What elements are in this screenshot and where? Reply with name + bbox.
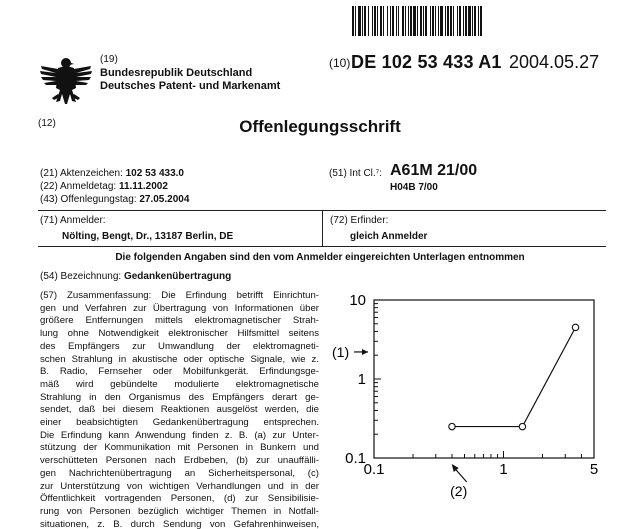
annotation-arrowhead-1 xyxy=(362,349,368,355)
abstract-line: zur Unterstützung von wichtigen Verhandlungen und in der xyxy=(40,480,319,492)
abstract-line: Die Erfindung kann Anwendung finden z. B. (a) zur Unter- xyxy=(40,429,319,441)
document-type-title: Offenlegungsschrift xyxy=(239,117,401,136)
inid-code-10: (10) xyxy=(329,56,351,70)
abstract-line: stützung der Kommunikation mit Personen in Bunkern und xyxy=(40,442,319,454)
abstract-line: sendet, daß bei diesem Reaktionen ausgelöst werden, die xyxy=(40,404,319,416)
file-reference-value: 102 53 433.0 xyxy=(125,168,184,179)
office-name-line1: Bundesrepublik Deutschland xyxy=(100,67,253,79)
file-reference xyxy=(40,167,184,180)
file-reference-label: (21) Aktenzeichen: xyxy=(40,168,123,179)
designation xyxy=(40,270,231,283)
publication-date-value: 27.05.2004 xyxy=(139,194,190,205)
y-tick-label: 0.1 xyxy=(345,450,366,467)
filing-date xyxy=(40,180,168,193)
filing-date-value: 11.11.2002 xyxy=(118,181,168,192)
plot-frame xyxy=(374,300,594,458)
designation-label: (54) Bezeichnung: xyxy=(40,271,122,282)
annotation-label-1: (1) xyxy=(332,343,350,360)
abstract-line: schen Strahlung in akustische oder optische Signale, wie z. xyxy=(40,353,319,365)
divider-line xyxy=(322,210,323,246)
abstract xyxy=(40,290,319,529)
data-point xyxy=(449,423,455,429)
data-point xyxy=(572,324,578,330)
abstract-line: größere Entfernungen mittels elektromagnetischer Strah- xyxy=(40,315,319,327)
designation-value: Gedankenübertragung xyxy=(123,271,232,282)
federal-eagle-icon xyxy=(38,54,94,112)
abstract-line: lung ohne Notwendigkeit elektronischer Hilfsmittel seitens xyxy=(40,328,319,340)
x-tick-label: 1 xyxy=(499,461,508,478)
abstract-line: mäß wird gebündelte modulierte elektromagnetische xyxy=(40,378,319,390)
data-point xyxy=(519,423,525,429)
axis-ticks xyxy=(374,300,594,458)
inid-code-12: (12) xyxy=(38,118,56,129)
y-tick-label: 1 xyxy=(357,371,366,388)
series-line xyxy=(452,327,576,426)
abstract-line: einer beabsichtigten Gedankenübertragung entsprechen. xyxy=(40,417,319,429)
x-tick-label: 5 xyxy=(589,461,599,478)
divider-line xyxy=(38,246,606,247)
publication-date-label: (43) Offenlegungstag: xyxy=(40,194,137,205)
abstract-line: Öffentlichkeit vortragenden Personen, (d) zur Sensibilisie- xyxy=(40,493,319,505)
filing-date-label: (22) Anmeldetag: xyxy=(40,181,117,192)
publication-number: DE 102 53 433 A1 xyxy=(351,52,502,72)
abstract-line: (57) Zusammenfassung: Die Erfindung betrifft Einrichtun- xyxy=(40,290,319,301)
applicant-label: (71) Anmelder: xyxy=(40,215,106,226)
abstract-line: B. Radio, Fernseher oder Mobilfunkgerät. Erfindungsge- xyxy=(40,366,319,378)
inventor-value: gleich Anmelder xyxy=(350,231,428,242)
publication-date-field xyxy=(40,193,189,206)
abstract-line: Strahlung in den Organismus des Empfängers derart ge- xyxy=(40,391,319,403)
abstract-line: gen und Verfahren zur Übertragung von Informationen über xyxy=(40,302,319,314)
y-tick-label: 10 xyxy=(349,292,366,309)
x-tick-label: 0.1 xyxy=(363,461,385,478)
abstract-line: verschütteten Personen nach Erdbeben, (b) zur unauffälli- xyxy=(40,455,319,467)
ipc-main-class: A61M 21/00 xyxy=(390,162,478,179)
applicant-value: Nölting, Bengt, Dr., 13187 Berlin, DE xyxy=(62,231,234,242)
data-series xyxy=(449,324,579,430)
abstract-line: rung von Personen bezüglich wichtiger Themen in Notfall- xyxy=(40,505,319,517)
applicant-data-note: Die folgenden Angaben sind den vom Anmelder eingereichten Unterlagen entnommen xyxy=(115,252,525,263)
barcode-bar xyxy=(482,6,483,36)
axis-tick-labels xyxy=(345,292,598,478)
inventor-label: (72) Erfinder: xyxy=(330,215,389,226)
barcode xyxy=(352,6,604,36)
abstract-line: gen Nachrichtenübertragung an Sicherheitspersonal, (c) xyxy=(40,467,319,479)
ipc-secondary-class: H04B 7/00 xyxy=(390,182,438,193)
abstract-line: des Empfängers zur Umwandlung der elektromagneti- xyxy=(40,340,319,352)
publication-date: 2004.05.27 xyxy=(509,52,600,72)
office-name-line2: Deutsches Patent- und Markenamt xyxy=(100,80,281,92)
annotations xyxy=(332,344,467,499)
abstract-line: situationen, z. B. durch Sendung von Gefahrenhinweisen, xyxy=(40,518,319,529)
annotation-label-2: (2) xyxy=(450,483,468,499)
inid-code-19: (19) xyxy=(100,54,118,65)
figure-chart xyxy=(330,290,630,515)
ipc-label: (51) Int Cl.⁷: xyxy=(329,168,383,179)
